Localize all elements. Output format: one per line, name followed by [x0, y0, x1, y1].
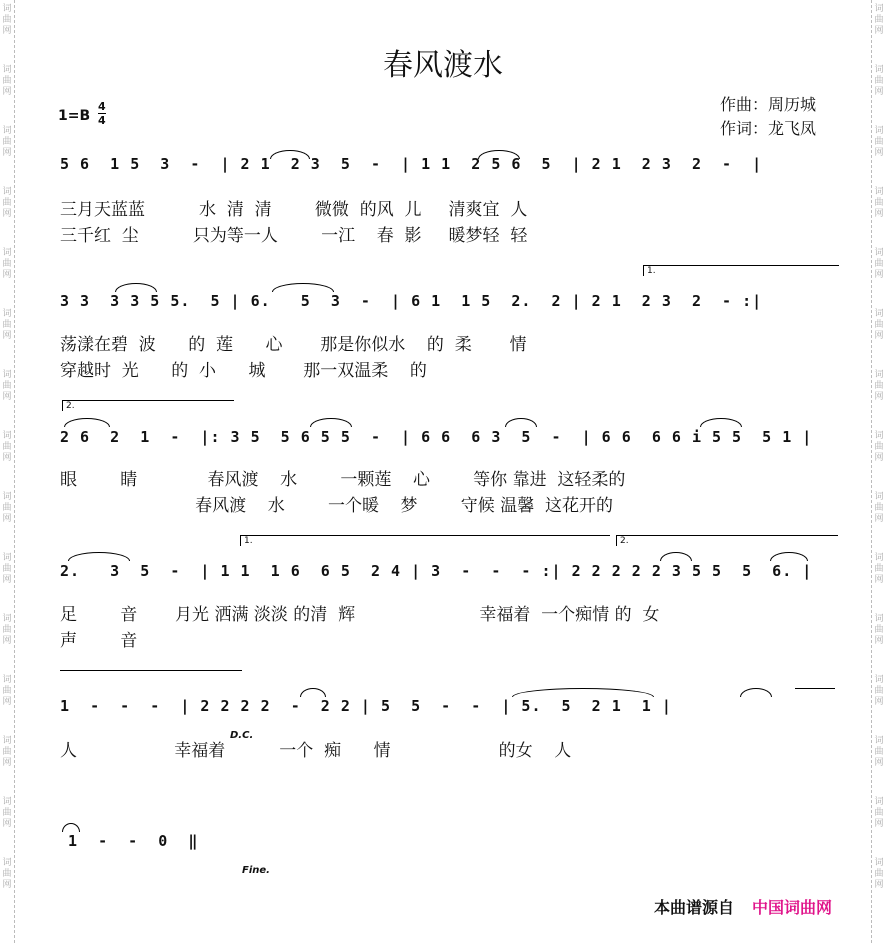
volta-first-ending-2: 1.	[240, 535, 610, 546]
notation-row-1: 5 6 1 5 3 - | 2 1 2 3 5 - | 1 1 2 5 6 5 | 2 1 2 3 2 - |	[60, 155, 763, 173]
lyric-row-3-verse-2: 春风渡 水 一个暖 梦 守候 温馨 这花开的	[60, 496, 613, 516]
slur	[505, 418, 537, 427]
watermark-text: 词 曲 网	[2, 248, 12, 280]
lyric-row-2-verse-1: 荡漾在碧 波 的 莲 心 那是你似水 的 柔 情	[60, 335, 527, 355]
lyric-row-4-verse-2: 声 音	[60, 631, 138, 651]
watermark-text: 词 曲 网	[2, 4, 12, 36]
time-signature: 4 4	[98, 100, 106, 127]
volta-second-ending-1: 2.	[62, 400, 234, 411]
composer-credit: 作曲：周历城	[720, 95, 817, 114]
watermark-text: 词 曲 网	[874, 675, 884, 707]
song-title: 春风渡水	[383, 48, 503, 83]
slur	[62, 823, 80, 832]
slur	[64, 418, 110, 427]
slur	[770, 552, 808, 561]
slur	[115, 283, 157, 292]
slur	[740, 688, 772, 697]
watermark-text: 词 曲 网	[2, 553, 12, 585]
volta-first-ending-1: 1.	[643, 265, 839, 276]
watermark-text: 词 曲 网	[2, 492, 12, 524]
watermark-text: 词 曲 网	[2, 736, 12, 768]
fine-mark: Fine.	[242, 865, 270, 876]
lyric-row-3-verse-1: 眼 睛 春风渡 水 一颗莲 心 等你 靠进 这轻柔的	[60, 470, 626, 490]
slur	[68, 552, 130, 561]
slur	[512, 688, 654, 697]
lyric-row-1-verse-2: 三千红 尘 只为等一人 一江 春 影 暖梦轻 轻	[60, 226, 528, 246]
watermark-text: 词 曲 网	[874, 797, 884, 829]
watermark-text: 词 曲 网	[2, 309, 12, 341]
notation-row-6: 1 - - 0 ‖	[68, 832, 199, 850]
notation-row-5: 1 - - - | 2 2 2 2 - 2 2 | 5 5 - - | 5. 5 2 1 1 |	[60, 697, 672, 715]
slur	[300, 688, 326, 697]
watermark-text: 词 曲 网	[874, 370, 884, 402]
watermark-text: 词 曲 网	[2, 675, 12, 707]
source-label: 本曲谱源自	[654, 898, 735, 917]
watermark-text: 词 曲 网	[2, 614, 12, 646]
watermark-text: 词 曲 网	[2, 858, 12, 890]
key-signature: 1=B	[58, 108, 91, 124]
lyric-row-5: 人 幸福着 一个 痴 情 的女 人	[60, 741, 572, 761]
watermark-text: 词 曲 网	[874, 736, 884, 768]
watermark-text: 词 曲 网	[874, 4, 884, 36]
watermark-text: 词 曲 网	[874, 553, 884, 585]
slur	[478, 150, 520, 159]
watermark-text: 词 曲 网	[2, 797, 12, 829]
tie-continuation-line	[60, 670, 242, 671]
notation-row-3: 2 6 2 1 - |: 3 5 5 6 5 5 - | 6 6 6 3 5 - | 6 6 6 6 i 5 5 5 1 |	[60, 428, 813, 446]
source-credit	[654, 895, 832, 918]
watermark-text: 词 曲 网	[874, 248, 884, 280]
watermark-text: 词 曲 网	[874, 858, 884, 890]
slur	[660, 552, 692, 561]
watermark-text: 词 曲 网	[2, 126, 12, 158]
volta-second-ending-2: 2.	[616, 535, 838, 546]
watermark-text: 词 曲 网	[874, 431, 884, 463]
watermark-text: 词 曲 网	[2, 431, 12, 463]
notation-row-4: 2. 3 5 - | 1 1 1 6 6 5 2 4 | 3 - - - :| 2 2 2 2 2 3 5 5 5 6. |	[60, 562, 813, 580]
watermark-text: 词 曲 网	[2, 370, 12, 402]
da-capo-mark: D.C.	[230, 730, 254, 741]
watermark-text: 词 曲 网	[874, 65, 884, 97]
notation-row-2: 3 3 3 3 5 5. 5 | 6. 5 3 - | 6 1 1 5 2. 2 | 2 1 2 3 2 - :|	[60, 292, 763, 310]
watermark-text: 词 曲 网	[874, 187, 884, 219]
watermark-text: 词 曲 网	[2, 65, 12, 97]
slur	[310, 418, 352, 427]
watermark-text: 词 曲 网	[874, 492, 884, 524]
watermark-text: 词 曲 网	[874, 614, 884, 646]
lyric-row-2-verse-2: 穿越时 光 的 小 城 那一双温柔 的	[60, 361, 427, 381]
lyric-row-4-verse-1: 足 音 月光 洒满 淡淡 的清 辉 幸福着 一个痴情 的 女	[60, 605, 660, 625]
lyricist-credit: 作词：龙飞凤	[720, 119, 817, 138]
watermark-text: 词 曲 网	[874, 309, 884, 341]
watermark-text: 词 曲 网	[2, 187, 12, 219]
watermark-text: 词 曲 网	[874, 126, 884, 158]
slur	[270, 150, 310, 159]
source-site-link[interactable]: 中国词曲网	[752, 898, 833, 917]
lyric-row-1-verse-1: 三月天蓝蓝 水 清 清 微微 的风 儿 清爽宜 人	[60, 200, 528, 220]
slur	[272, 283, 334, 292]
tie-continuation-line	[795, 688, 835, 689]
slur	[700, 418, 742, 427]
